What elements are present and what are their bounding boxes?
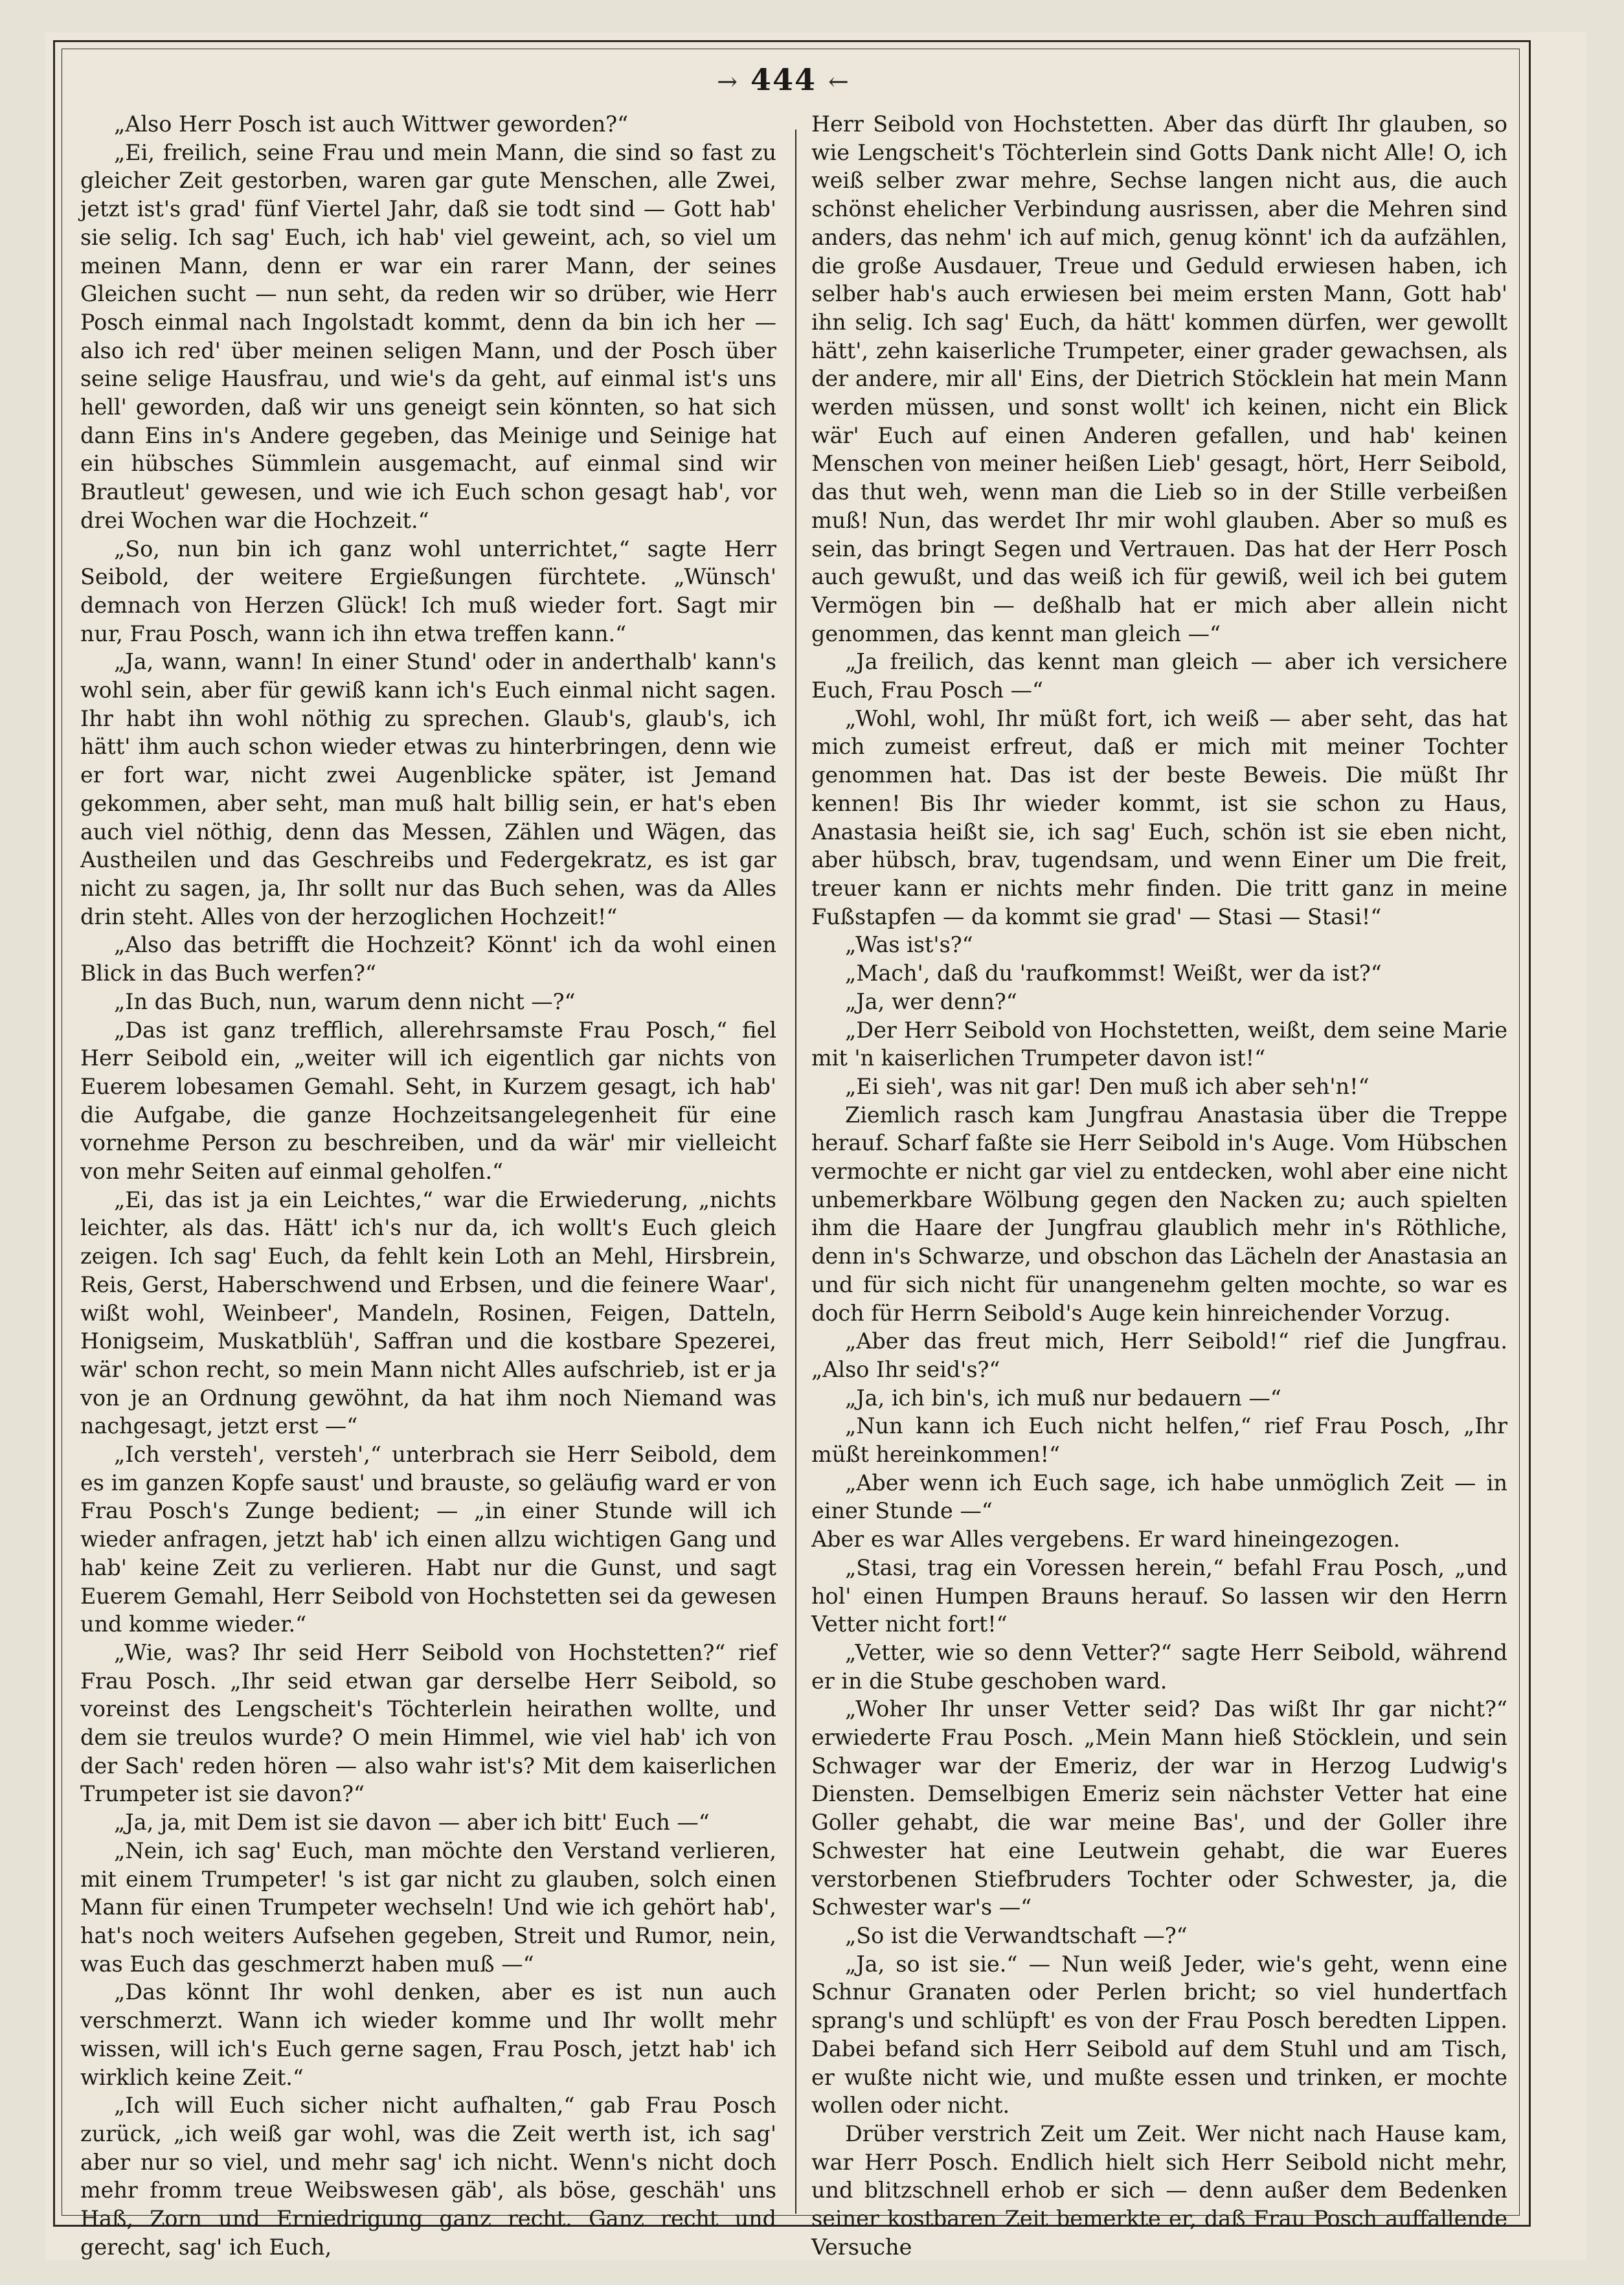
paragraph: „So ist die Verwandtschaft —?“ bbox=[845, 1923, 1188, 1948]
paragraph: „In das Buch, nun, warum denn nicht —?“ bbox=[114, 988, 576, 1014]
paragraph: Drüber verstrich Zeit um Zeit. Wer nicht nach Hause kam, war Herr Posch. Endlich hielt sich Herr Seibold nicht mehr, und blitzschnell erhob er sich — denn außer dem Bedenken seiner kostbaren Zeit bemerkte er, daß Frau Posch auffallende Versuche bbox=[811, 2120, 1507, 2260]
paragraph: „Ei, freilich, seine Frau und mein Mann, die sind so fast zu gleicher Zeit gestorben, waren gar gute Menschen, alle Zwei, jetzt ist's grad' fünf Viertel Jahr, daß sie todt sind — Gott hab' sie selig. Ich sag' Euch, ich hab' viel geweint, ach, so viel um meinen Mann, denn er war ein rarer Mann, der seines Gleichen sucht — nun seht, da reden wir so drüber, wie Herr Posch einmal nach Ingolstadt kommt, denn da bin ich her — also ich red' über meinen seligen Mann, und der Posch über seine selige Hausfrau, und wie's da geht, auf einmal ist's uns hell' geworden, daß wir uns geneigt sein könnten, so hat sich dann Eins in's Andere gegeben, das Meinige und Seinige hat ein hübsches Sümmlein ausgemacht, auf einmal sind wir Brautleut' gewesen, und wie ich Euch schon gesagt hab', vor drei Wochen war die Hochzeit.“ bbox=[80, 139, 776, 533]
left-column bbox=[80, 110, 776, 2261]
page-number bbox=[699, 62, 868, 97]
right-column bbox=[811, 110, 1507, 2261]
paragraph: „Vetter, wie so denn Vetter?“ sagte Herr Seibold, während er in die Stube geschoben ward. bbox=[811, 1639, 1507, 1694]
paragraph: „Ja, ich bin's, ich muß nur bedauern —“ bbox=[845, 1385, 1281, 1411]
paragraph: „Ei sieh', was nit gar! Den muß ich aber seh'n!“ bbox=[845, 1073, 1370, 1099]
ornament-left: → bbox=[717, 67, 739, 96]
paragraph: „Ja, so ist sie.“ — Nun weiß Jeder, wie's geht, wenn eine Schnur Granaten oder Perlen bricht; so viel hundertfach sprang's und schlüpft' es von der Frau Posch beredten Lippen. Dabei befand sich Herr Seibold auf dem Stuhl und am Tisch, er wußte nicht wie, und mußte essen und trinken, er mochte wollen oder nicht. bbox=[811, 1951, 1507, 2119]
paragraph: „Also das betrifft die Hochzeit? Könnt' ich da wohl einen Blick in das Buch werfen?“ bbox=[80, 932, 776, 986]
paragraph: „Ich versteh', versteh',“ unterbrach sie Herr Seibold, dem es im ganzen Kopfe saust' und brauste, so geläufig ward er von Frau Posch's Zunge bedient; — „in einer Stunde will ich wieder anfragen, jetzt hab' ich einen allzu wichtigen Gang und hab' keine Zeit zu verlieren. Habt nur die Gunst, und sagt Euerem Gemahl, Herr Seibold von Hochstetten sei da gewesen und komme wieder.“ bbox=[80, 1442, 776, 1637]
paragraph: „Wie, was? Ihr seid Herr Seibold von Hochstetten?“ rief Frau Posch. „Ihr seid etwan gar derselbe Herr Seibold, so voreinst des Lengscheit's Töchterlein heirathen wollte, und dem sie treulos wurde? O mein Himmel, wie viel hab' ich von der Sach' reden hören — also wahr ist's? Mit dem kaiserlichen Trumpeter ist sie davon?“ bbox=[80, 1639, 776, 1807]
paragraph: „Das könnt Ihr wohl denken, aber es ist nun auch verschmerzt. Wann ich wieder komme und Ihr wollt mehr wissen, will ich's Euch gerne sagen, Frau Posch, jetzt hab' ich wirklich keine Zeit.“ bbox=[80, 1979, 776, 2090]
paragraph: „Ja, wann, wann! In einer Stund' oder in anderthalb' kann's wohl sein, aber für gewiß kann ich's Euch einmal nicht sagen. Ihr habt ihn wohl nöthig zu sprechen. Glaub's, glaub's, ich hätt' ihm auch schon wieder etwas zu hinterbringen, denn wie er fort war, nicht zwei Augenblicke später, ist Jemand gekommen, aber seht, man muß halt billig sein, er hat's eben auch viel nöthig, denn das Messen, Zählen und Wägen, das Austheilen und das Geschreibs und Federgekratz, es ist gar nicht zu sagen, ja, Ihr sollt nur das Buch sehen, was da Alles drin steht. Alles von der herzoglichen Hochzeit!“ bbox=[80, 649, 776, 929]
column-divider bbox=[795, 130, 796, 2214]
paragraph: „Aber das freut mich, Herr Seibold!“ rief die Jungfrau. „Also Ihr seid's?“ bbox=[811, 1328, 1507, 1382]
paragraph: „Stasi, trag ein Voressen herein,“ befahl Frau Posch, „und hol' einen Humpen Brauns herauf. So lassen wir den Herrn Vetter nicht fort!“ bbox=[811, 1554, 1507, 1637]
paragraph: „Was ist's?“ bbox=[845, 932, 973, 958]
paragraph: „Das ist ganz trefflich, allerehrsamste Frau Posch,“ fiel Herr Seibold ein, „weiter will ich eigentlich gar nichts von Euerem lobesamen Gemahl. Seht, in Kurzem gesagt, ich hab' die Aufgabe, die ganze Hochzeitsangelegenheit für eine vornehme Person zu beschreiben, und da wär' mir vielleicht von mehr Seiten auf einmal geholfen.“ bbox=[80, 1017, 776, 1185]
paragraph: Ziemlich rasch kam Jungfrau Anastasia über die Treppe herauf. Scharf faßte sie Herr Seibold in's Auge. Vom Hübschen vermochte er nicht gar viel zu entdecken, wohl aber eine nicht unbemerkbare Wölbung gegen den Nacken zu; auch spielten ihm die Haare der Jungfrau glaublich mehr in's Röthliche, denn in's Schwarze, und obschon das Lächeln der Anastasia an und für sich nicht für unangenehm gelten mochte, so war es doch für Herrn Seibold's Auge kein hinreichender Vorzug. bbox=[811, 1102, 1507, 1326]
paragraph: „Nun kann ich Euch nicht helfen,“ rief Frau Posch, „Ihr müßt hereinkommen!“ bbox=[811, 1413, 1507, 1468]
paragraph: „Woher Ihr unser Vetter seid? Das wißt Ihr gar nicht?“ erwiederte Frau Posch. „Mein Mann hieß Stöcklein, und sein Schwager war der Emeriz, der war in Herzog Ludwig's Diensten. Demselbigen Emeriz sein nächster Vetter hat eine Goller gehabt, die war meine Bas', und der Goller ihre Schwester hat eine Leutwein gehabt, die war Eueres verstorbenen Stiefbruders Tochter oder Schwester, ja, die Schwester war's —“ bbox=[811, 1696, 1507, 1920]
ornament-right: ← bbox=[828, 67, 850, 96]
paragraph: „Mach', daß du 'raufkommst! Weißt, wer da ist?“ bbox=[845, 961, 1382, 986]
paragraph: „Wohl, wohl, Ihr müßt fort, ich weiß — aber seht, das hat mich zumeist erfreut, daß er mich mit meiner Tochter genommen hat. Das ist der beste Beweis. Die müßt Ihr kennen! Bis Ihr wieder kommt, ist sie schon zu Haus, Anastasia heißt sie, ich sag' Euch, schön ist sie eben nicht, aber hübsch, brav, tugendsam, und wenn Einer um Die freit, treuer kann er nichts mehr finden. Die tritt ganz in meine Fußstapfen — da kommt sie grad' — Stasi — Stasi!“ bbox=[811, 705, 1507, 929]
paragraph: „Ja, wer denn?“ bbox=[845, 988, 1017, 1014]
paragraph-continuation: Herr Seibold von Hochstetten. Aber das dürft Ihr glauben, so wie Lengscheit's Töchterlein sind Gotts Dank nicht Alle! O, ich weiß selber zwar mehre, Sechse langen nicht aus, die auch schönst ehelicher Verbindung ausrissen, aber die Mehren sind anders, das nehm' ich auf mich, genug könnt' ich da aufzählen, die große Ausdauer, Treue und Geduld erwiesen haben, ich selber hab's auch erwiesen bei meim ersten Mann, Gott hab' ihn selig. Ich sag' Euch, da hätt' kommen dürfen, wer gewollt hätt', zehn kaiserliche Trumpeter, einer grader gewachsen, als der andere, mir all' Eins, der Dietrich Stöcklein hat mein Mann werden müssen, und sonst wollt' ich keinen, nicht ein Blick wär' Euch auf einen Anderen gefallen, und hab' keinen Menschen von meiner heißen Lieb' gesagt, hört, Herr Seibold, das thut weh, wenn man die Lieb so in der Stille verbeißen muß! Nun, das werdet Ihr mir wohl glauben. Aber so muß es sein, das bringt Segen und Vertrauen. Das hat der Herr Posch auch gewußt, und das weiß ich für gewiß, weil ich bei gutem Vermögen bin — deßhalb hat er mich aber allein nicht genommen, das kennt man gleich —“ bbox=[811, 111, 1507, 646]
paragraph: „Ich will Euch sicher nicht aufhalten,“ gab Frau Posch zurück, „ich weiß gar wohl, was die Zeit werth ist, ich sag' aber nur so viel, und mehr sag' ich nicht. Wenn's nicht doch mehr fromm treue Weibswesen gäb', als böse, geschäh' uns Haß, Zorn und Erniedrigung ganz recht. Ganz recht und gerecht, sag' ich Euch, bbox=[80, 2093, 776, 2260]
paragraph: „Also Herr Posch ist auch Wittwer geworden?“ bbox=[114, 111, 629, 137]
paragraph: „Nein, ich sag' Euch, man möchte den Verstand verlieren, mit einem Trumpeter! 's ist gar nicht zu glauben, solch einen Mann für einen Trumpeter wechseln! Und wie ich gehört hab', hat's noch weiters Aufsehen gegeben, Streit und Rumor, nein, was Euch das geschmerzt haben muß —“ bbox=[80, 1837, 776, 1977]
paragraph: „So, nun bin ich ganz wohl unterrichtet,“ sagte Herr Seibold, der weitere Ergießungen fürchtete. „Wünsch' demnach von Herzen Glück! Ich muß wieder fort. Sagt mir nur, Frau Posch, wann ich ihn etwa treffen kann.“ bbox=[80, 536, 776, 646]
paragraph: „Ja, ja, mit Dem ist sie davon — aber ich bitt' Euch —“ bbox=[114, 1810, 710, 1836]
paragraph: „Ja freilich, das kennt man gleich — aber ich versichere Euch, Frau Posch —“ bbox=[811, 649, 1507, 703]
paragraph: „Der Herr Seibold von Hochstetten, weißt, dem seine Marie mit 'n kaiserlichen Trumpeter davon ist!“ bbox=[811, 1017, 1507, 1071]
paragraph: „Aber wenn ich Euch sage, ich habe unmöglich Zeit — in einer Stunde —“ bbox=[811, 1470, 1507, 1524]
page-number-text: 444 bbox=[750, 62, 817, 97]
paragraph: „Ei, das ist ja ein Leichtes,“ war die Erwiederung, „nichts leichter, als das. Hätt' ich's nur da, ich wollt's Euch gleich zeigen. Ich sag' Euch, da fehlt kein Loth an Mehl, Hirsbrein, Reis, Gerst, Haberschwend und Erbsen, und die feinere Waar', wißt wohl, Weinbeer', Mandeln, Rosinen, Feigen, Datteln, Honigseim, Muskatblüh', Saffran und die kostbare Spezerei, wär' schon recht, so mein Mann nicht Alles aufschrieb, ist er ja von je an Ordnung gewöhnt, da hat ihm noch Niemand was nachgesagt, jetzt erst —“ bbox=[80, 1187, 776, 1439]
paragraph: Aber es war Alles vergebens. Er ward hineingezogen. bbox=[811, 1527, 1401, 1552]
